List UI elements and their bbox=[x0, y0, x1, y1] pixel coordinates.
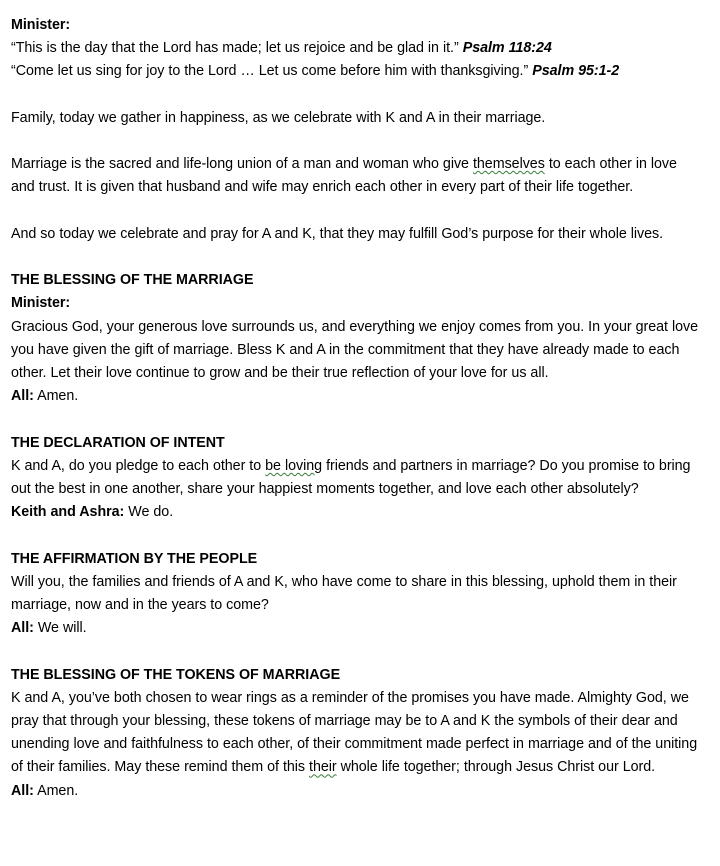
welcome-paragraph: Family, today we gather in happiness, as we celebrate with K and A in their marriage. bbox=[11, 109, 546, 126]
spellcheck-word-themselves: themselves bbox=[472, 156, 545, 173]
tokens-text-before: K and A, you’ve both chosen to wear rings as a reminder of the promises you have made. Almighty God, we pray that through your blessing, these tokens of marriage may be to A and K the symbols of their dear and unending love and faithfulness to each other, of their commitment made perfect in marriage and of the uniting of their families. May these remind them of this bbox=[11, 689, 702, 776]
affirmation-response bbox=[11, 617, 702, 640]
blessing-prayer-paragraph: Gracious God, your generous love surrounds us, and everything we enjoy comes from you. In your great love you have given the gift of marriage. Bless K and A in the commitment that they have already made to each other. Let their love continue to grow and be their true reflection of your love for us all. bbox=[11, 318, 703, 381]
heading-blessing-of-the-tokens-of-marriage: THE BLESSING OF THE TOKENS OF MARRIAGE bbox=[11, 666, 341, 683]
minister-label-blessing: Minister: bbox=[11, 295, 71, 312]
heading-affirmation-by-the-people: THE AFFIRMATION BY THE PEOPLE bbox=[11, 550, 258, 567]
blessing-response-label: All: bbox=[11, 388, 34, 405]
tokens-response-text: Amen. bbox=[33, 782, 79, 799]
tokens-body-paragraph bbox=[11, 687, 702, 780]
tokens-response bbox=[11, 780, 702, 803]
heading-blessing-of-the-marriage: THE BLESSING OF THE MARRIAGE bbox=[11, 272, 254, 289]
spacer bbox=[11, 130, 702, 153]
spacer bbox=[11, 524, 702, 547]
spacer bbox=[11, 408, 702, 431]
spellcheck-word-their: their bbox=[309, 759, 337, 776]
marriage-definition-text-before: Marriage is the sacred and life-long union of a man and woman who give bbox=[11, 156, 473, 173]
minister-label-opening: Minister: bbox=[11, 17, 71, 33]
psalm-118-reference: Psalm 118:24 bbox=[462, 40, 552, 57]
spacer bbox=[11, 246, 702, 269]
declaration-text-before: K and A, do you pledge to each other to bbox=[11, 457, 266, 474]
spacer bbox=[11, 84, 702, 107]
spellcheck-word-be-loving: be loving bbox=[265, 457, 323, 474]
heading-declaration-of-intent: THE DECLARATION OF INTENT bbox=[11, 434, 225, 451]
psalm-95-line bbox=[11, 60, 702, 83]
tokens-text-after: whole life together; through Jesus Christ our Lord. bbox=[336, 759, 656, 776]
psalm-95-quote: “Come let us sing for joy to the Lord … Let us come before him with thanksgiving.” bbox=[11, 63, 529, 80]
marriage-definition-paragraph bbox=[11, 153, 702, 199]
affirmation-body-paragraph: Will you, the families and friends of A and K, who have come to share in this blessing, uphold them in their marriage, now and in the years to come? bbox=[11, 573, 681, 613]
blessing-response-text: Amen. bbox=[33, 388, 79, 405]
affirmation-response-text: We will. bbox=[33, 620, 87, 637]
affirmation-response-label: All: bbox=[11, 620, 34, 637]
spacer bbox=[11, 200, 702, 223]
declaration-body-paragraph bbox=[11, 455, 702, 501]
marriage-definition-text-after: to each other in love and trust. It is given that husband and wife may enrich each other in every part of their life together. bbox=[11, 156, 681, 196]
declaration-response-text: We do. bbox=[124, 504, 174, 521]
tokens-response-label: All: bbox=[11, 782, 34, 799]
psalm-118-quote: “This is the day that the Lord has made; let us rejoice and be glad in it.” bbox=[11, 40, 459, 57]
declaration-text-after: friends and partners in marriage? Do you promise to bring out the best in one another, share your happiest moments together, and love each other absolutely? bbox=[11, 457, 695, 497]
declaration-response-label: Keith and Ashra: bbox=[11, 504, 125, 521]
psalm-118-line bbox=[11, 37, 702, 60]
psalm-95-reference: Psalm 95:1-2 bbox=[532, 63, 620, 80]
celebrate-pray-paragraph: And so today we celebrate and pray for A and K, that they may fulfill God’s purpose for their whole lives. bbox=[11, 225, 664, 242]
blessing-response bbox=[11, 385, 702, 408]
spacer bbox=[11, 640, 702, 663]
declaration-response bbox=[11, 501, 702, 524]
